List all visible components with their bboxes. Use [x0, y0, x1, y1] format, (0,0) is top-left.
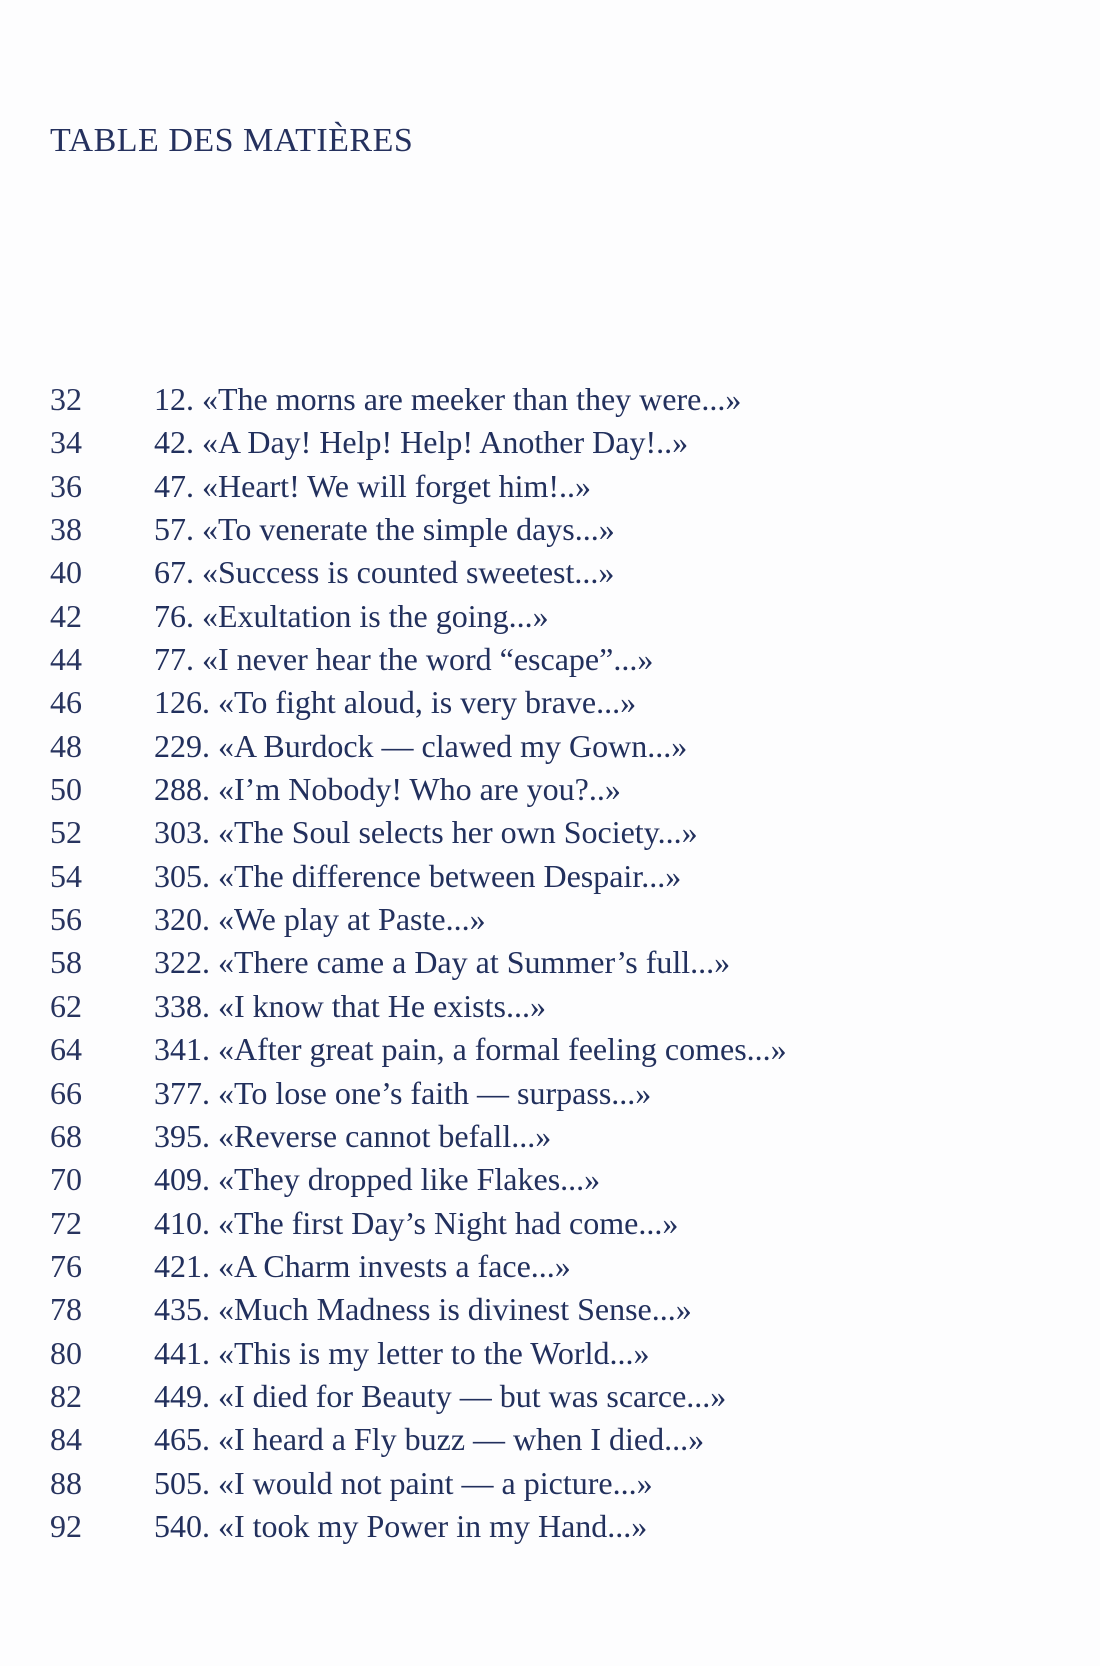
- toc-entry-title: 126. «To fight aloud, is very brave...»: [154, 684, 637, 721]
- toc-page-number: 58: [50, 944, 82, 981]
- toc-page-number: 64: [50, 1031, 82, 1068]
- toc-entry: [50, 1072, 787, 1115]
- toc-page-number: 32: [50, 381, 82, 417]
- toc-page-number: 78: [50, 1291, 82, 1328]
- toc-entry-title: 303. «The Soul selects her own Society...»: [154, 814, 698, 851]
- toc-entry-title: 42. «A Day! Help! Help! Another Day!..»: [154, 424, 689, 461]
- toc-entry: [50, 725, 787, 768]
- toc-page-number: 52: [50, 814, 82, 851]
- toc-page-number: 70: [50, 1161, 82, 1198]
- toc-page-number: 42: [50, 597, 82, 634]
- toc-entry: [50, 811, 787, 854]
- toc-page-number: 62: [50, 987, 82, 1024]
- toc-entry-title: 338. «I know that He exists...»: [154, 987, 546, 1024]
- toc-entry: [50, 421, 787, 464]
- toc-entry: [50, 1202, 787, 1245]
- toc-entry-title: 395. «Reverse cannot befall...»: [154, 1117, 552, 1154]
- toc-page-number: 36: [50, 467, 82, 504]
- toc-entry-title: 341. «After great pain, a formal feeling comes...»: [154, 1031, 787, 1068]
- toc-entry-title: 76. «Exultation is the going...»: [154, 597, 549, 634]
- toc-page-number: 68: [50, 1117, 82, 1154]
- toc-entry-title: 47. «Heart! We will forget him!..»: [154, 467, 592, 504]
- toc-entry: [50, 941, 787, 984]
- toc-entry-title: 410. «The first Day’s Night had come...»: [154, 1204, 679, 1241]
- toc-page-number: 46: [50, 684, 82, 721]
- toc-entry: [50, 1505, 787, 1548]
- toc-page-number: 48: [50, 727, 82, 764]
- toc-entry-title: 322. «There came a Day at Summer’s full...»: [154, 944, 731, 981]
- toc-entry: [50, 1158, 787, 1201]
- toc-entry-title: 421. «A Charm invests a face...»: [154, 1247, 571, 1284]
- toc-entry-title: 320. «We play at Paste...»: [154, 901, 486, 938]
- toc-page-number: 84: [50, 1421, 82, 1458]
- table-of-contents: [50, 378, 787, 1548]
- toc-entry-title: 67. «Success is counted sweetest...»: [154, 554, 615, 591]
- toc-entry: [50, 768, 787, 811]
- toc-page-number: 80: [50, 1334, 82, 1371]
- toc-entry: [50, 1332, 787, 1375]
- toc-entry: [50, 465, 787, 508]
- toc-page-number: 40: [50, 554, 82, 591]
- toc-page-number: 56: [50, 901, 82, 938]
- toc-entry: [50, 898, 787, 941]
- toc-entry: [50, 378, 787, 421]
- toc-entry: [50, 681, 787, 724]
- toc-entry-title: 435. «Much Madness is divinest Sense...»: [154, 1291, 692, 1328]
- toc-entry-title: 305. «The difference between Despair...»: [154, 857, 682, 894]
- toc-entry-title: 540. «I took my Power in my Hand...»: [154, 1507, 648, 1544]
- toc-entry: [50, 1418, 787, 1461]
- toc-entry: [50, 638, 787, 681]
- toc-entry-title: 12. «The morns are meeker than they were...»: [154, 381, 742, 417]
- toc-page-number: 50: [50, 771, 82, 808]
- toc-page-number: 72: [50, 1204, 82, 1241]
- toc-page-number: 54: [50, 857, 82, 894]
- toc-page-number: 92: [50, 1507, 82, 1544]
- toc-page-number: 38: [50, 511, 82, 548]
- toc-entry-title: 229. «A Burdock — clawed my Gown...»: [154, 727, 688, 764]
- toc-page-number: 82: [50, 1377, 82, 1414]
- toc-entry: [50, 985, 787, 1028]
- toc-entry: [50, 1375, 787, 1418]
- toc-entry: [50, 855, 787, 898]
- toc-page-number: 66: [50, 1074, 82, 1111]
- toc-entry: [50, 595, 787, 638]
- toc-entry: [50, 1288, 787, 1331]
- toc-entry: [50, 551, 787, 594]
- toc-entry-title: 441. «This is my letter to the World...»: [154, 1334, 650, 1371]
- toc-page-number: 88: [50, 1464, 82, 1501]
- toc-page-number: 76: [50, 1247, 82, 1284]
- toc-entry-title: 288. «I’m Nobody! Who are you?..»: [154, 771, 621, 808]
- toc-entry: [50, 508, 787, 551]
- toc-entry: [50, 1462, 787, 1505]
- page-title: TABLE DES MATIÈRES: [50, 122, 414, 159]
- toc-entry-title: 377. «To lose one’s faith — surpass...»: [154, 1074, 652, 1111]
- toc-page-number: 44: [50, 641, 82, 678]
- toc-entry: [50, 1115, 787, 1158]
- toc-entry-title: 409. «They dropped like Flakes...»: [154, 1161, 601, 1198]
- toc-entry-title: 465. «I heard a Fly buzz — when I died...»: [154, 1421, 705, 1458]
- toc-entry-title: 57. «To venerate the simple days...»: [154, 511, 615, 548]
- toc-entry: [50, 1245, 787, 1288]
- toc-entry-title: 77. «I never hear the word “escape”...»: [154, 641, 654, 678]
- toc-entry-title: 505. «I would not paint — a picture...»: [154, 1464, 653, 1501]
- toc-page-number: 34: [50, 424, 82, 461]
- toc-entry-title: 449. «I died for Beauty — but was scarce...»: [154, 1377, 727, 1414]
- toc-entry: [50, 1028, 787, 1071]
